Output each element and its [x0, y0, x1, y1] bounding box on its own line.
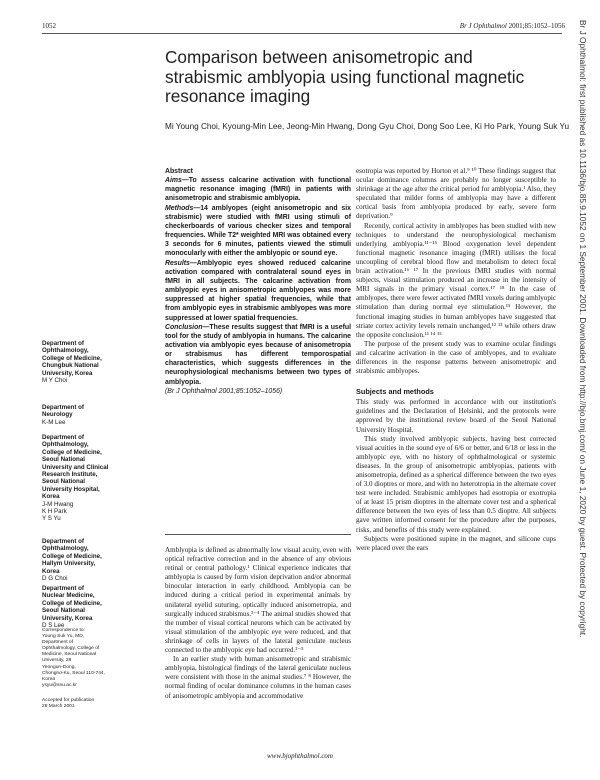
- affiliation-line: University and Clinical: [42, 463, 109, 471]
- affiliation-author: J-M Hwang: [42, 500, 74, 508]
- affiliation-line: Hallym University,: [42, 560, 96, 568]
- header-rule: [42, 33, 562, 34]
- copyright-sidebar: Br J Ophthalmol: first published as 10.1136/bjo.85.9.1052 on 1 September 2001. Downloaded from http://bjo.bmj.com/ on June 1, 2020 by guest. Protected by copyright.: [578, 20, 588, 638]
- affiliation-line: Department of: [42, 404, 84, 411]
- aims-label: Aims: [165, 177, 182, 185]
- accepted-date: [42, 698, 152, 710]
- page-number: 1052: [42, 22, 56, 30]
- affiliation-institution: [42, 434, 152, 501]
- affiliation-author: M Y Choi: [42, 377, 68, 385]
- affiliation-line: College of Medicine,: [42, 599, 102, 607]
- affiliation-line: College of Medicine,: [42, 552, 102, 560]
- results-text: Amblyopic eyes showed reduced calcarine activation compared with contralateral sound eyes in fMRI in all subjects. The calcarine activation from amblyopic eyes in anisometropic amblyopes was more suppressed at higher spatial frequencies, while that from amblyopic eyes in strabismic amblyopes was more suppressed at lower spatial frequencies.: [165, 259, 351, 322]
- affiliation-line: Department of: [42, 585, 84, 592]
- affiliation-authors: [42, 419, 152, 426]
- results-label: Results: [165, 259, 190, 267]
- affiliation-line: Department of: [42, 434, 84, 441]
- affiliation-line: Seoul National: [42, 478, 85, 486]
- affiliation: [42, 404, 152, 426]
- affiliation: [42, 434, 152, 523]
- paragraph: esotropia was reported by Horton et al.⁹ ¹⁰ These findings suggest that ocular dominance columns are probably no longer susceptible to shrinkage at the age after the critical period for amblyopia.¹ Also, they speculated that milder forms of amblyopia may have a different cortical basis from amblyopia produced by early, severe form deprivation.⁹: [356, 167, 556, 221]
- paragraph: The purpose of the present study was to examine ocular findings and calcarine activation in the case of amblyopes, and to evaluate differences in the response patterns between anisometropic and strabismic amblyopes.: [356, 339, 556, 376]
- correspondence-line: Department of: [42, 640, 73, 646]
- abstract: Abstract Aims—To assess calcarine activation with functional magnetic resonance imaging (fMRI) in patients with anisometropic and strabismic amblyopia. Methods—14 amblyopes (eight anisometropic and six strabismic) were studied with fMRI using stimuli of checkerboards of various checker sizes and temporal frequencies. While T2* weighted MRI was obtained every 3 seconds for 6 minutes, patients viewed the stimuli monocularly with either the amblyopic or sound eye. Results—Amblyopic eyes showed reduced calcarine activation compared with contralateral sound eyes in fMRI in all subjects. The calcarine activation from amblyopic eyes in anisometropic amblyopes was more suppressed at higher spatial frequencies, while that from amblyopic eyes in strabismic amblyopes was more suppressed at lower spatial frequencies. Conclusion—These results suggest that fMRI is a useful tool for the study of amblyopia in humans. The calcarine activation via amblyopic eyes because of anisometropia or strabismus has different temporospatial characteristics, which suggests differences in the neurophysiological mechanisms between two types of amblyopia. (Br J Ophthalmol 2001;85:1052–1056): [165, 168, 351, 395]
- affiliation-line: College of Medicine,: [42, 448, 102, 456]
- affiliation: [42, 585, 152, 629]
- affiliation-author: D S Lee: [42, 622, 65, 630]
- affiliation-line: University Hospital,: [42, 485, 100, 493]
- author-list: Mi Young Choi, Kyoung-Min Lee, Jeong-Min Hwang, Dong Gyu Choi, Dong Soo Lee, Ki Ho Park, Young Suk Yu: [165, 122, 570, 131]
- correspondence-line: Korea: [42, 676, 56, 682]
- affiliation-line: Department of: [42, 538, 84, 545]
- affiliation-authors: [42, 575, 152, 582]
- paragraph: This study involved amblyopic subjects, having best corrected visual acuities in the sound eye of 6/6 or better, and 6/18 or less in the amblyopic eye, with no history of ophthalmological or systemic diseases. In the group of anisometropic amblyopias, patients with anisometropia, defined as a spherical difference between the two eyes of 3.0 dioptres or more, and with no heterotropia in the alternate cover test were included. Strabismic amblyopes had esotropia or exotropia of at least 15 prism dioptres in the alternate cover test and a spherical difference between the two eyes of less than 0.5 dioptre. All subjects gave written informed consent for the procedure after the purposes, risks, and benefits of this study were explained.: [356, 434, 556, 534]
- aims-text: To assess calcarine activation with functional magnetic resonance imaging (fMRI) in patients with anisometropic and strabismic amblyopia.: [165, 177, 351, 203]
- affiliation-institution: [42, 585, 152, 622]
- affiliation-line: Chungbuk National: [42, 362, 99, 370]
- affiliation-line: Ophthalmology,: [42, 347, 89, 355]
- correspondence-address: [42, 628, 152, 689]
- paragraph: Subjects were positioned supine in the magnet, and silicone cups were placed over the ears: [356, 534, 556, 552]
- journal-url: www.bjophthalmol.com: [267, 752, 333, 760]
- abstract-heading: Abstract: [165, 168, 193, 175]
- correspondence-line: ysyu@snu.ac.kr: [42, 682, 77, 688]
- article-title: Comparison between anisometropic and strabismic amblyopia using functional magnetic resonance imaging: [165, 47, 525, 106]
- correspondence-line: Chongno-Ku, Seoul 110-744,: [42, 670, 105, 676]
- methods-text: 14 amblyopes (eight anisometropic and six strabismic) were studied with fMRI using stimuli of checkerboards of various checker sizes and temporal frequencies. While T2* weighted MRI was obtained every 3 seconds for 6 minutes, patients viewed the stimuli monocularly with either the amblyopic or sound eye.: [165, 204, 351, 258]
- affiliation-line: Department of: [42, 340, 84, 347]
- affiliation-author: Y S Yu: [42, 515, 61, 523]
- correspondence-line: Ophthalmology, College of: [42, 646, 100, 652]
- paragraph: In an earlier study with human anisometropic and strabismic amblyopia, histological findings of the lateral geniculate nucleus were consistent with those in the animal studies.⁷ ⁸ However, the normal finding of ocular dominance columns in the human cases of anisometropic amblyopia and accommodative: [165, 655, 351, 700]
- running-header: [420, 22, 565, 30]
- methods-label: Methods: [165, 204, 194, 212]
- affiliation-line: University, Korea: [42, 614, 93, 622]
- section-heading: Subjects and methods: [356, 387, 434, 397]
- affiliation-authors: [42, 501, 152, 523]
- correspondence-line: Correspondence to:: [42, 628, 85, 633]
- affiliation-author: K H Park: [42, 508, 67, 516]
- affiliation-author: D G Choi: [42, 575, 68, 583]
- correspondence-line: Yeongun-Dong,: [42, 664, 76, 670]
- accepted-line: Accepted for publication: [42, 698, 95, 703]
- affiliation-line: Neurology: [42, 411, 73, 419]
- paragraph: Recently, cortical activity in amblyopes has been studied with new techniques to understand the neurophysiological mechanism underlying amblyopia.¹¹⁻¹⁵ Blood oxygenation level dependent functional magnetic resonance imaging (fMRI) utilises the focal uncoupling of cerebral blood flow and metabolism to detect focal brain activation.¹⁶ ¹⁷ In the previous fMRI studies with normal subjects, visual stimulation produced an increase in the intensity of MRI signals in the primary visual cortex.¹⁷ ¹⁸ In the case of amblyopes, there were fewer activated fMRI voxels during amblyopic stimulation than during normal eye stimulation.¹⁵ However, the functional imaging studies in human amblyopes have suggested that striate cortex activity levels remain unchanged,¹² ¹³ while others draw the opposite conclusion.¹¹ ¹⁴ ¹⁵: [356, 221, 556, 339]
- affiliation-institution: [42, 538, 152, 575]
- correspondence-line: Medicine, Seoul National: [42, 652, 97, 658]
- affiliation-line: Seoul National: [42, 456, 85, 464]
- affiliation-line: Research Institute,: [42, 471, 98, 479]
- paragraph: This study was performed in accordance with our institution's guidelines and the Declaration of Helsinki, and the protocols were approved by the institutional review board of the Seoul National University Hospital.: [356, 398, 556, 434]
- journal-volume: 2001;85:1052–1056: [508, 22, 565, 30]
- conclusion-label: Conclusion: [165, 323, 203, 331]
- paragraph: Amblyopia is defined as abnormally low visual acuity, even with optical refractive correction and in the absence of any obvious retinal or central pathology.¹ Clinical experience indicates that amblyopia is caused by form vision deprivation and/or abnormal binocular interaction in early childhood. Amblyopia can be induced during a critical period in experimental animals by unilateral eyelid suturing, optically induced anisometropia, and surgically induced strabismus.²⁻⁴ The animal studies showed that the number of visual cortical neurons which can be activated by visual stimulation of the amblyopic eye were reduced, and that shrinkage of cells in layers of the lateral geniculate nucleus connected to the amblyopic eye had occurred.²⁻⁵: [165, 546, 351, 655]
- journal-name: Br J Ophthalmol: [459, 22, 507, 30]
- body-column-right: [356, 167, 556, 553]
- affiliation-institution: [42, 340, 152, 377]
- affiliation: [42, 538, 152, 582]
- affiliation-author: K-M Lee: [42, 418, 66, 426]
- accepted-line: 28 March 2001: [42, 704, 75, 710]
- affiliation-line: University, Korea: [42, 369, 93, 377]
- correspondence-line: University, 28: [42, 658, 72, 664]
- conclusion-text: These results suggest that fMRI is a useful tool for the study of amblyopia in humans. The calcarine activation via amblyopic eyes because of anisometropia or strabismus has different temporospatial characteristics, which suggests differences in the neurophysiological mechanisms between two types of amblyopia.: [165, 323, 351, 386]
- affiliation: [42, 340, 152, 384]
- affiliation-institution: [42, 404, 152, 419]
- body-column-left: [165, 546, 351, 701]
- affiliation-line: Nuclear Medicine,: [42, 592, 95, 600]
- affiliation-line: Ophthalmology,: [42, 441, 89, 449]
- affiliation-line: Ophthalmology,: [42, 545, 89, 553]
- affiliation-line: Korea: [42, 567, 60, 575]
- affiliation-line: Seoul National: [42, 607, 85, 615]
- abstract-rule: [165, 534, 351, 535]
- affiliation-line: Korea: [42, 493, 60, 501]
- correspondence-line: Young Suk Yu, MD,: [42, 634, 85, 640]
- abstract-citation: (Br J Ophthalmol 2001;85:1052–1056): [165, 387, 283, 395]
- affiliation-line: College of Medicine,: [42, 354, 102, 362]
- affiliation-authors: [42, 377, 152, 384]
